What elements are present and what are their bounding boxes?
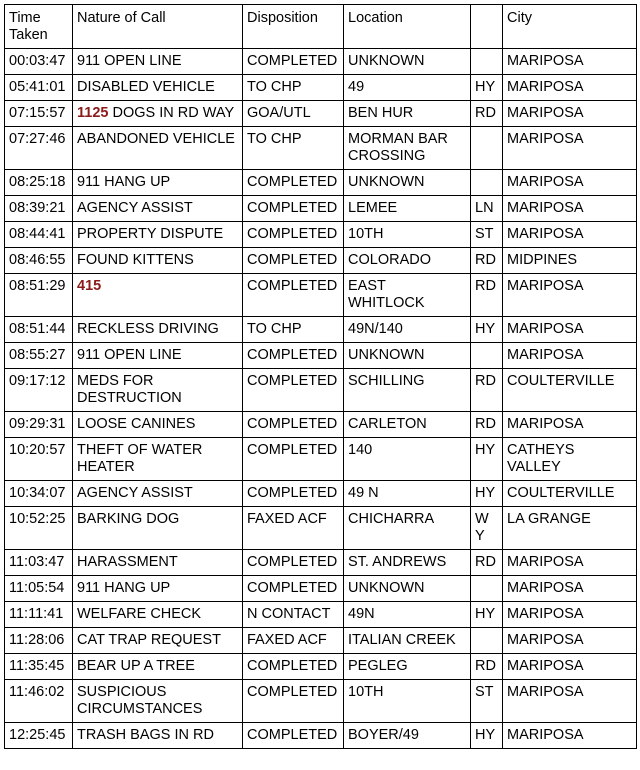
- cell-nature-of-call: [73, 602, 243, 628]
- cell-nature-of-call: [73, 75, 243, 101]
- call-nature-text: TRASH BAGS IN RD: [77, 727, 214, 743]
- cell-city: MARIPOSA: [503, 274, 637, 317]
- call-nature-text: 911 HANG UP: [77, 580, 171, 596]
- cell-disposition: COMPLETED: [243, 481, 344, 507]
- table-header: [5, 5, 637, 49]
- cell-disposition: COMPLETED: [243, 654, 344, 680]
- header-row: [5, 5, 637, 49]
- call-nature-text: LOOSE CANINES: [77, 416, 196, 432]
- cell-location-suffix: RD: [471, 248, 503, 274]
- table-row: [5, 723, 637, 749]
- cell-nature-of-call: [73, 412, 243, 438]
- cell-disposition: FAXED ACF: [243, 628, 344, 654]
- cell-time-taken: 11:35:45: [5, 654, 73, 680]
- cell-location-suffix: [471, 127, 503, 170]
- cell-nature-of-call: [73, 481, 243, 507]
- cell-location: 49N/140: [344, 317, 471, 343]
- cell-location-suffix: [471, 576, 503, 602]
- cell-disposition: COMPLETED: [243, 723, 344, 749]
- cell-disposition: TO CHP: [243, 317, 344, 343]
- cell-location: PEGLEG: [344, 654, 471, 680]
- cell-time-taken: 08:51:29: [5, 274, 73, 317]
- cell-nature-of-call: [73, 680, 243, 723]
- cell-nature-of-call: [73, 317, 243, 343]
- table-row: [5, 196, 637, 222]
- cell-city: MARIPOSA: [503, 196, 637, 222]
- cell-location-suffix: [471, 170, 503, 196]
- cell-location-suffix: RD: [471, 274, 503, 317]
- call-code: 1125: [77, 105, 109, 121]
- cell-disposition: TO CHP: [243, 75, 344, 101]
- cell-city: MARIPOSA: [503, 101, 637, 127]
- cell-disposition: COMPLETED: [243, 680, 344, 723]
- cell-location-suffix: HY: [471, 481, 503, 507]
- cell-time-taken: 11:05:54: [5, 576, 73, 602]
- cell-time-taken: 08:25:18: [5, 170, 73, 196]
- cell-location: CHICHARRA: [344, 507, 471, 550]
- cell-disposition: COMPLETED: [243, 248, 344, 274]
- table-row: [5, 248, 637, 274]
- table-row: [5, 101, 637, 127]
- cell-location: UNKNOWN: [344, 49, 471, 75]
- header-city: City: [503, 5, 637, 49]
- table-row: [5, 343, 637, 369]
- cell-nature-of-call: [73, 343, 243, 369]
- cell-disposition: COMPLETED: [243, 49, 344, 75]
- cell-location: BEN HUR: [344, 101, 471, 127]
- cell-city: MARIPOSA: [503, 49, 637, 75]
- call-nature-text: CAT TRAP REQUEST: [77, 632, 221, 648]
- cell-location: MORMAN BAR CROSSING: [344, 127, 471, 170]
- table-row: [5, 654, 637, 680]
- call-nature-text: RECKLESS DRIVING: [77, 321, 219, 337]
- cell-location: EAST WHITLOCK: [344, 274, 471, 317]
- cell-location-suffix: [471, 49, 503, 75]
- cell-city: MARIPOSA: [503, 576, 637, 602]
- cell-location-suffix: ST: [471, 680, 503, 723]
- call-nature-text: THEFT OF WATER HEATER: [77, 442, 203, 475]
- cell-time-taken: 07:15:57: [5, 101, 73, 127]
- cell-disposition: COMPLETED: [243, 576, 344, 602]
- cell-disposition: COMPLETED: [243, 274, 344, 317]
- cell-location: SCHILLING: [344, 369, 471, 412]
- call-nature-text: BARKING DOG: [77, 511, 180, 527]
- call-nature-text: DISABLED VEHICLE: [77, 79, 215, 95]
- table-row: [5, 550, 637, 576]
- table-row: [5, 481, 637, 507]
- cell-time-taken: 12:25:45: [5, 723, 73, 749]
- call-nature-text: AGENCY ASSIST: [77, 200, 193, 216]
- cell-disposition: COMPLETED: [243, 369, 344, 412]
- cell-nature-of-call: [73, 170, 243, 196]
- cell-location-suffix: [471, 343, 503, 369]
- cell-city: MIDPINES: [503, 248, 637, 274]
- cell-city: LA GRANGE: [503, 507, 637, 550]
- call-nature-text: 911 HANG UP: [77, 174, 171, 190]
- cell-city: MARIPOSA: [503, 654, 637, 680]
- cell-location: UNKNOWN: [344, 343, 471, 369]
- header-location: Location: [344, 5, 471, 49]
- cell-time-taken: 09:29:31: [5, 412, 73, 438]
- cell-city: MARIPOSA: [503, 602, 637, 628]
- table-row: [5, 576, 637, 602]
- cell-nature-of-call: [73, 654, 243, 680]
- table-body: [5, 49, 637, 749]
- call-nature-text: AGENCY ASSIST: [77, 485, 193, 501]
- table-row: [5, 628, 637, 654]
- header-nature-of-call: Nature of Call: [73, 5, 243, 49]
- table-row: [5, 369, 637, 412]
- call-nature-text: HARASSMENT: [77, 554, 178, 570]
- cell-location-suffix: RD: [471, 101, 503, 127]
- cell-location-suffix: WY: [471, 507, 503, 550]
- cell-city: MARIPOSA: [503, 343, 637, 369]
- cell-location: ST. ANDREWS: [344, 550, 471, 576]
- cell-disposition: COMPLETED: [243, 196, 344, 222]
- call-code: 415: [77, 278, 102, 294]
- cell-time-taken: 10:34:07: [5, 481, 73, 507]
- cell-city: MARIPOSA: [503, 170, 637, 196]
- call-nature-text: 911 OPEN LINE: [77, 53, 182, 69]
- cell-location: UNKNOWN: [344, 170, 471, 196]
- cell-location-suffix: HY: [471, 602, 503, 628]
- cell-city: COULTERVILLE: [503, 369, 637, 412]
- call-nature-text: WELFARE CHECK: [77, 606, 202, 622]
- cell-disposition: COMPLETED: [243, 343, 344, 369]
- cell-location-suffix: HY: [471, 723, 503, 749]
- cell-nature-of-call: [73, 369, 243, 412]
- cell-nature-of-call: [73, 550, 243, 576]
- table-row: [5, 317, 637, 343]
- cell-time-taken: 10:20:57: [5, 438, 73, 481]
- cell-location-suffix: ST: [471, 222, 503, 248]
- cell-nature-of-call: [73, 248, 243, 274]
- cell-disposition: TO CHP: [243, 127, 344, 170]
- cell-time-taken: 08:44:41: [5, 222, 73, 248]
- cell-disposition: COMPLETED: [243, 170, 344, 196]
- call-log-table: [4, 4, 637, 749]
- cell-time-taken: 11:46:02: [5, 680, 73, 723]
- cell-location-suffix: HY: [471, 438, 503, 481]
- cell-disposition: COMPLETED: [243, 222, 344, 248]
- call-nature-text: 911 OPEN LINE: [77, 347, 182, 363]
- table-row: [5, 170, 637, 196]
- cell-location-suffix: HY: [471, 317, 503, 343]
- cell-nature-of-call: [73, 49, 243, 75]
- cell-nature-of-call: [73, 628, 243, 654]
- cell-time-taken: 09:17:12: [5, 369, 73, 412]
- cell-location: 10TH: [344, 680, 471, 723]
- table-row: [5, 680, 637, 723]
- cell-location: BOYER/49: [344, 723, 471, 749]
- cell-nature-of-call: [73, 507, 243, 550]
- table-row: [5, 602, 637, 628]
- cell-city: COULTERVILLE: [503, 481, 637, 507]
- cell-time-taken: 05:41:01: [5, 75, 73, 101]
- cell-nature-of-call: [73, 127, 243, 170]
- cell-time-taken: 08:51:44: [5, 317, 73, 343]
- cell-disposition: FAXED ACF: [243, 507, 344, 550]
- cell-nature-of-call: [73, 222, 243, 248]
- cell-time-taken: 08:46:55: [5, 248, 73, 274]
- cell-city: MARIPOSA: [503, 222, 637, 248]
- table-row: [5, 127, 637, 170]
- cell-time-taken: 00:03:47: [5, 49, 73, 75]
- cell-location-suffix: RD: [471, 654, 503, 680]
- cell-location-suffix: LN: [471, 196, 503, 222]
- table-row: [5, 438, 637, 481]
- cell-time-taken: 11:28:06: [5, 628, 73, 654]
- table-row: [5, 75, 637, 101]
- cell-nature-of-call: [73, 723, 243, 749]
- cell-disposition: COMPLETED: [243, 550, 344, 576]
- call-nature-text: BEAR UP A TREE: [77, 658, 195, 674]
- cell-location: COLORADO: [344, 248, 471, 274]
- call-nature-text: DOGS IN RD WAY: [108, 105, 235, 121]
- header-disposition: Disposition: [243, 5, 344, 49]
- cell-time-taken: 08:39:21: [5, 196, 73, 222]
- cell-location: 49: [344, 75, 471, 101]
- cell-nature-of-call: [73, 101, 243, 127]
- cell-location: 49N: [344, 602, 471, 628]
- cell-location-suffix: RD: [471, 550, 503, 576]
- cell-location-suffix: [471, 628, 503, 654]
- call-nature-text: MEDS FOR DESTRUCTION: [77, 373, 182, 406]
- cell-location: 140: [344, 438, 471, 481]
- table-row: [5, 412, 637, 438]
- cell-nature-of-call: [73, 274, 243, 317]
- cell-city: MARIPOSA: [503, 412, 637, 438]
- cell-disposition: COMPLETED: [243, 438, 344, 481]
- cell-city: CATHEYS VALLEY: [503, 438, 637, 481]
- cell-city: MARIPOSA: [503, 680, 637, 723]
- table-row: [5, 49, 637, 75]
- header-time-taken: Time Taken: [5, 5, 73, 49]
- cell-city: MARIPOSA: [503, 723, 637, 749]
- cell-location: ITALIAN CREEK: [344, 628, 471, 654]
- cell-nature-of-call: [73, 438, 243, 481]
- cell-time-taken: 11:03:47: [5, 550, 73, 576]
- cell-nature-of-call: [73, 196, 243, 222]
- cell-location-suffix: HY: [471, 75, 503, 101]
- table-row: [5, 507, 637, 550]
- cell-city: MARIPOSA: [503, 550, 637, 576]
- cell-city: MARIPOSA: [503, 75, 637, 101]
- cell-location: CARLETON: [344, 412, 471, 438]
- cell-time-taken: 11:11:41: [5, 602, 73, 628]
- cell-location: 49 N: [344, 481, 471, 507]
- cell-location-suffix: RD: [471, 412, 503, 438]
- cell-city: MARIPOSA: [503, 628, 637, 654]
- call-nature-text: FOUND KITTENS: [77, 252, 194, 268]
- call-nature-text: ABANDONED VEHICLE: [77, 131, 235, 147]
- header-location-suffix: [471, 5, 503, 49]
- cell-city: MARIPOSA: [503, 127, 637, 170]
- table-row: [5, 274, 637, 317]
- cell-city: MARIPOSA: [503, 317, 637, 343]
- cell-time-taken: 07:27:46: [5, 127, 73, 170]
- cell-time-taken: 08:55:27: [5, 343, 73, 369]
- cell-disposition: N CONTACT: [243, 602, 344, 628]
- cell-time-taken: 10:52:25: [5, 507, 73, 550]
- table-row: [5, 222, 637, 248]
- call-nature-text: SUSPICIOUS CIRCUMSTANCES: [77, 684, 203, 717]
- cell-disposition: GOA/UTL: [243, 101, 344, 127]
- cell-location: LEMEE: [344, 196, 471, 222]
- cell-disposition: COMPLETED: [243, 412, 344, 438]
- cell-location: UNKNOWN: [344, 576, 471, 602]
- cell-location-suffix: RD: [471, 369, 503, 412]
- cell-nature-of-call: [73, 576, 243, 602]
- cell-location: 10TH: [344, 222, 471, 248]
- call-nature-text: PROPERTY DISPUTE: [77, 226, 224, 242]
